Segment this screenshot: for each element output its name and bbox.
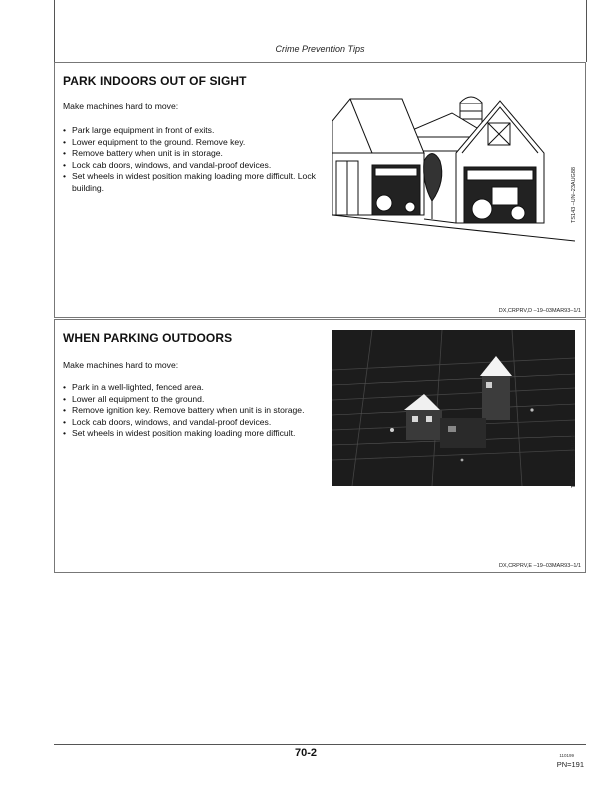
section-title: WHEN PARKING OUTDOORS (63, 331, 233, 345)
figure-code: TS143 –UN–23AUG88 (571, 167, 577, 223)
list-item: • Lower all equipment to the ground. (63, 394, 325, 406)
reference-code: DX,CRPRV,E –19–03MAR93–1/1 (499, 563, 581, 569)
pn-code: PN=191 (556, 760, 584, 769)
section-parking-outdoors (54, 319, 586, 573)
list-item: • Lock cab doors, windows, and vandal-proof devices. (63, 417, 325, 429)
bullet-list (63, 382, 325, 440)
list-item: • Remove ignition key. Remove battery when unit is in storage. (63, 405, 325, 417)
list-item: • Set wheels in widest position making loading more difficult. (63, 428, 325, 440)
list-item: • Lower equipment to the ground. Remove key. (63, 137, 325, 149)
page-number: 70-2 (294, 747, 318, 759)
section-title: PARK INDOORS OUT OF SIGHT (63, 74, 247, 88)
footer-rule (54, 744, 586, 745)
section-intro: Make machines hard to move: (63, 360, 179, 370)
top-right-rule (586, 0, 587, 62)
night-farm-photo (332, 330, 575, 486)
list-item: • Remove battery when unit is in storage. (63, 148, 325, 160)
section-park-indoors (54, 62, 586, 318)
running-head: Crime Prevention Tips (275, 44, 365, 54)
figure-code: TS135 –UN–23AUG88 (571, 432, 577, 488)
list-item: • Park large equipment in front of exits. (63, 125, 325, 137)
section-intro: Make machines hard to move: (63, 101, 179, 111)
reference-code: DX,CRPRV,D –19–03MAR93–1/1 (498, 308, 581, 314)
barn-illustration (332, 91, 575, 247)
print-code: 110199 (559, 753, 574, 758)
bullet-list (63, 125, 325, 195)
list-item: • Lock cab doors, windows, and vandal-proof devices. (63, 160, 325, 172)
list-item: • Park in a well-lighted, fenced area. (63, 382, 325, 394)
list-item: • Set wheels in widest position making loading more difficult. Lock building. (63, 171, 325, 194)
